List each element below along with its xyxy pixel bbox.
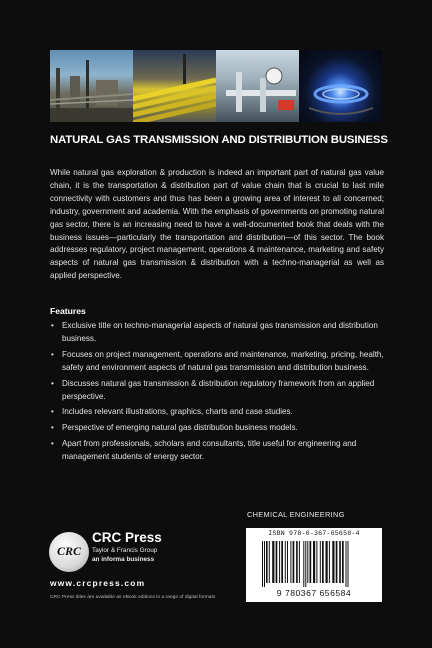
yellow-pipelines-photo (133, 50, 216, 122)
barcode-bar (299, 541, 300, 583)
gas-plant-photo (50, 50, 133, 122)
barcode-bars (261, 541, 367, 587)
barcode-bar (293, 541, 295, 583)
book-description: While natural gas exploration & production is indeed an important part of natural gas value chain, it is the transportation & distribution part of value chain that is crucial to last mile connectivity with customers and thus has been a growing area of interest to all concerned; industry, government and academia. With the emphasis of governments on promoting natural gas sector, there is an increasing need to have a well-documented book that deals with the business issues—particularly the transportation and distribution—of this sector. The book addresses regulatory, project management, operations & maintenance, marketing and safety aspects of natural gas transmission & distribution with a techno-managerial as well as applied perspective. (50, 168, 384, 281)
cover-photo-strip (50, 50, 382, 122)
barcode-bar (313, 541, 315, 583)
isbn-barcode (246, 528, 382, 602)
publisher-website: www.crcpress.com (50, 578, 146, 588)
publisher-name: CRC Press (92, 530, 162, 545)
barcode-bar (346, 541, 347, 587)
barcode-bar (281, 541, 283, 583)
subject-category: CHEMICAL ENGINEERING (247, 510, 345, 519)
meter-station-photo (216, 50, 299, 122)
barcode-bar (296, 541, 298, 583)
publisher-informa: an informa business (92, 556, 155, 563)
barcode-bar (310, 541, 312, 583)
feature-item: • Focuses on project management, operations and maintenance, marketing, pricing, health, safety and environment aspects of natural gas transmission and distribution business. (50, 349, 384, 375)
barcode-bar (332, 541, 334, 583)
book-title: NATURAL GAS TRANSMISSION AND DISTRIBUTION BUSINESS (50, 134, 388, 146)
barcode-bar (287, 541, 288, 583)
feature-item: • Discusses natural gas transmission & distribution regulatory framework from an applied perspective. (50, 378, 384, 404)
crc-logo-text: CRC (56, 544, 81, 558)
gas-burner-flame-photo (299, 50, 382, 122)
barcode-bar (342, 541, 344, 583)
barcode-bar (305, 541, 306, 587)
barcode-bar (290, 541, 291, 583)
barcode-bar (262, 541, 263, 587)
crc-press-logo (49, 532, 89, 572)
barcode-bar (329, 541, 330, 583)
barcode-bar (336, 541, 338, 583)
barcode-bar (269, 541, 270, 583)
ebook-note: CRC Press titles are available as eBook editions in a range of digital formats (50, 595, 216, 600)
features-heading: Features (50, 306, 86, 316)
barcode-bar (272, 541, 274, 583)
barcode-bar (339, 541, 341, 583)
features-list (50, 320, 384, 467)
isbn-text: ISBN 978-0-367-65658-4 (268, 530, 360, 537)
barcode-bar (279, 541, 280, 583)
barcode-bar (264, 541, 265, 587)
feature-item: • Exclusive title on techno-managerial aspects of natural gas transmission and distribution business. (50, 320, 384, 346)
barcode-bar (316, 541, 317, 583)
barcode-bar (307, 541, 308, 583)
barcode-bar (348, 541, 349, 587)
feature-item: • Apart from professionals, scholars and consultants, title useful for engineering and management students of energy sector. (50, 438, 384, 464)
barcode-bar (276, 541, 278, 583)
barcode-bar (320, 541, 321, 583)
feature-item: • Includes relevant illustrations, graphics, charts and case studies. (50, 406, 384, 419)
barcode-number: 9 780367 656584 (276, 588, 352, 598)
barcode-bar (285, 541, 286, 583)
barcode-bar (326, 541, 328, 583)
barcode-bar (322, 541, 324, 583)
barcode-bar (303, 541, 304, 587)
feature-item: • Perspective of emerging natural gas distribution business models. (50, 422, 384, 435)
barcode-bar (266, 541, 268, 583)
publisher-group: Taylor & Francis Group (92, 547, 158, 554)
